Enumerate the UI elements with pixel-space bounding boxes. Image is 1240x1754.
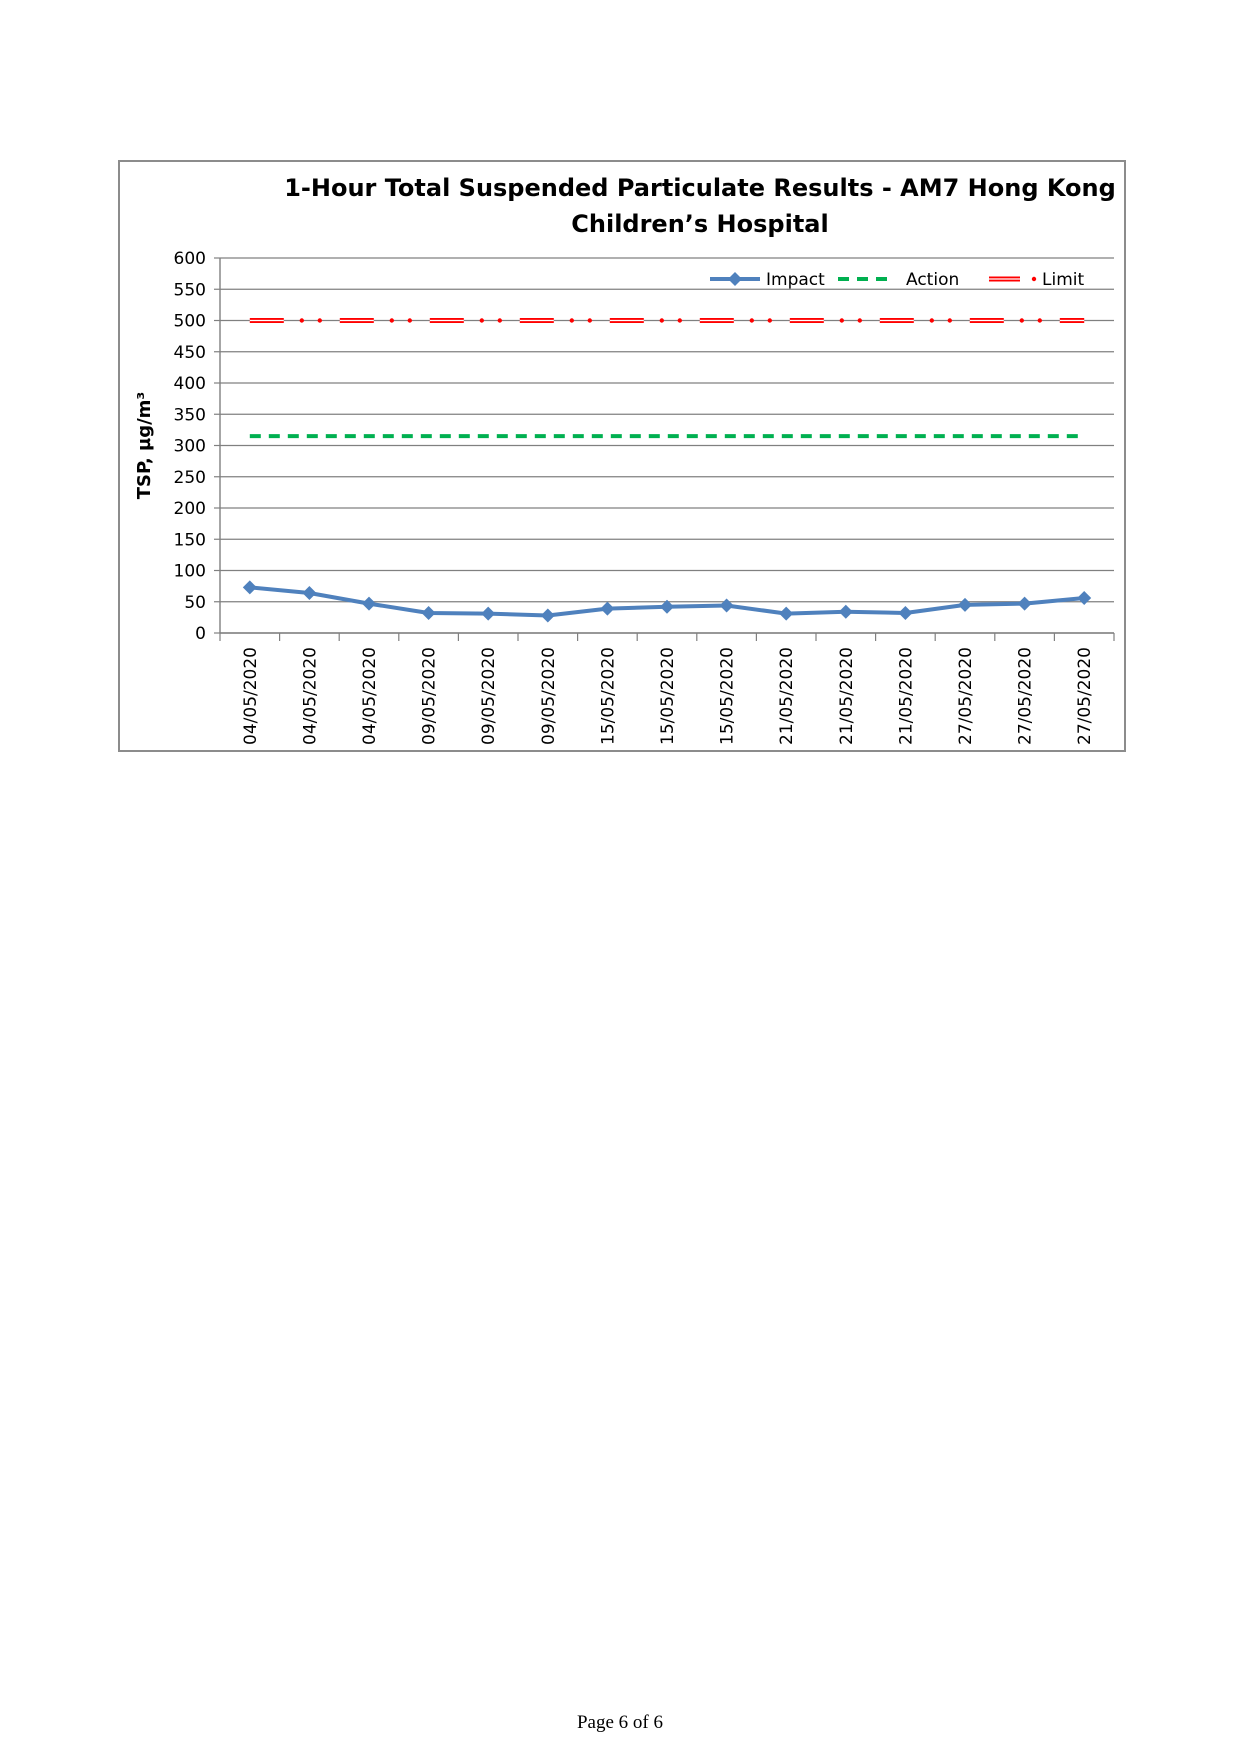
y-tick-label: 450: [173, 342, 206, 363]
y-tick-label: 550: [173, 280, 206, 301]
limit-dot: [858, 318, 862, 322]
limit-dot: [930, 318, 934, 322]
legend-action-label: Action: [906, 270, 960, 290]
of-label: of: [632, 1712, 649, 1733]
limit-dot: [678, 318, 682, 322]
x-tick-label: 04/05/2020: [240, 647, 261, 745]
y-tick-label: 250: [173, 467, 206, 488]
limit-dot: [408, 318, 412, 322]
x-tick-label: 27/05/2020: [956, 647, 976, 745]
chart-title-line: 1-Hour Total Suspended Particulate Results - AM7 Hong Kong: [284, 174, 1116, 202]
limit-dot: [948, 318, 952, 322]
limit-dot: [1038, 318, 1042, 322]
y-tick-label: 200: [173, 499, 206, 519]
x-tick-label: 09/05/2020: [419, 647, 440, 745]
chart-title-line: Children’s Hospital: [571, 210, 829, 238]
x-tick-label: 09/05/2020: [479, 647, 500, 745]
limit-dot: [750, 318, 754, 322]
impact-point: [481, 607, 495, 621]
limit-dot: [390, 318, 394, 322]
y-tick-label: 150: [173, 530, 206, 551]
x-tick-label: 04/05/2020: [360, 647, 380, 745]
limit-dot: [498, 318, 502, 322]
y-tick-label: 0: [195, 624, 206, 644]
y-tick-label: 350: [173, 405, 206, 426]
limit-dot: [840, 318, 844, 322]
x-tick-label: 21/05/2020: [777, 647, 798, 745]
impact-point: [302, 586, 316, 600]
chart-gridlines: [220, 258, 1114, 633]
x-tick-label: 15/05/2020: [598, 647, 619, 745]
legend-limit-dot: [1032, 277, 1036, 281]
limit-dot: [588, 318, 592, 322]
x-tick-label: 21/05/2020: [896, 647, 917, 745]
y-tick-label: 600: [173, 249, 206, 269]
x-tick-label: 27/05/2020: [1015, 647, 1036, 745]
limit-dot: [318, 318, 322, 322]
page-footer: [0, 1712, 1240, 1734]
y-tick-label: 400: [173, 374, 206, 394]
x-tick-label: 21/05/2020: [836, 647, 857, 745]
impact-point: [422, 606, 436, 620]
x-tick-label: 15/05/2020: [658, 647, 678, 745]
impact-point: [600, 602, 614, 616]
chart-title: [284, 174, 1116, 238]
impact-point: [541, 609, 555, 623]
x-tick-label: 04/05/2020: [300, 647, 321, 745]
page-number: 6: [618, 1712, 629, 1733]
legend-impact-label: Impact: [766, 270, 825, 290]
chart-series: [243, 318, 1091, 622]
impact-point: [243, 580, 257, 594]
impact-point: [362, 597, 376, 611]
x-axis-ticks: [220, 633, 1114, 745]
limit-dot: [300, 318, 304, 322]
impact-point: [958, 598, 972, 612]
impact-point: [1077, 591, 1091, 605]
page-label: Page: [576, 1712, 614, 1733]
impact-point: [779, 607, 793, 621]
legend-impact-marker: [728, 272, 742, 286]
y-axis-label: TSP, µg/m³: [134, 391, 155, 500]
chart-frame: [118, 160, 1126, 752]
legend-limit-label: Limit: [1042, 270, 1085, 290]
limit-dot: [660, 318, 664, 322]
limit-dot: [570, 318, 574, 322]
y-tick-label: 500: [173, 311, 206, 332]
impact-point: [1018, 597, 1032, 611]
y-tick-label: 300: [173, 436, 206, 457]
limit-dot: [1020, 318, 1024, 322]
x-tick-label: 15/05/2020: [717, 647, 738, 745]
limit-dot: [768, 318, 772, 322]
tsp-line-chart: [120, 162, 1124, 750]
page-total: 6: [653, 1712, 663, 1733]
impact-point: [898, 606, 912, 620]
impact-point: [839, 605, 853, 619]
impact-point: [720, 599, 734, 613]
y-tick-label: 50: [184, 592, 206, 613]
y-tick-label: 100: [173, 561, 206, 582]
y-axis-ticks: [174, 249, 220, 644]
x-tick-label: 27/05/2020: [1075, 646, 1096, 745]
limit-dot: [480, 318, 484, 322]
x-tick-label: 09/05/2020: [538, 647, 559, 745]
chart-legend: [710, 270, 1084, 290]
